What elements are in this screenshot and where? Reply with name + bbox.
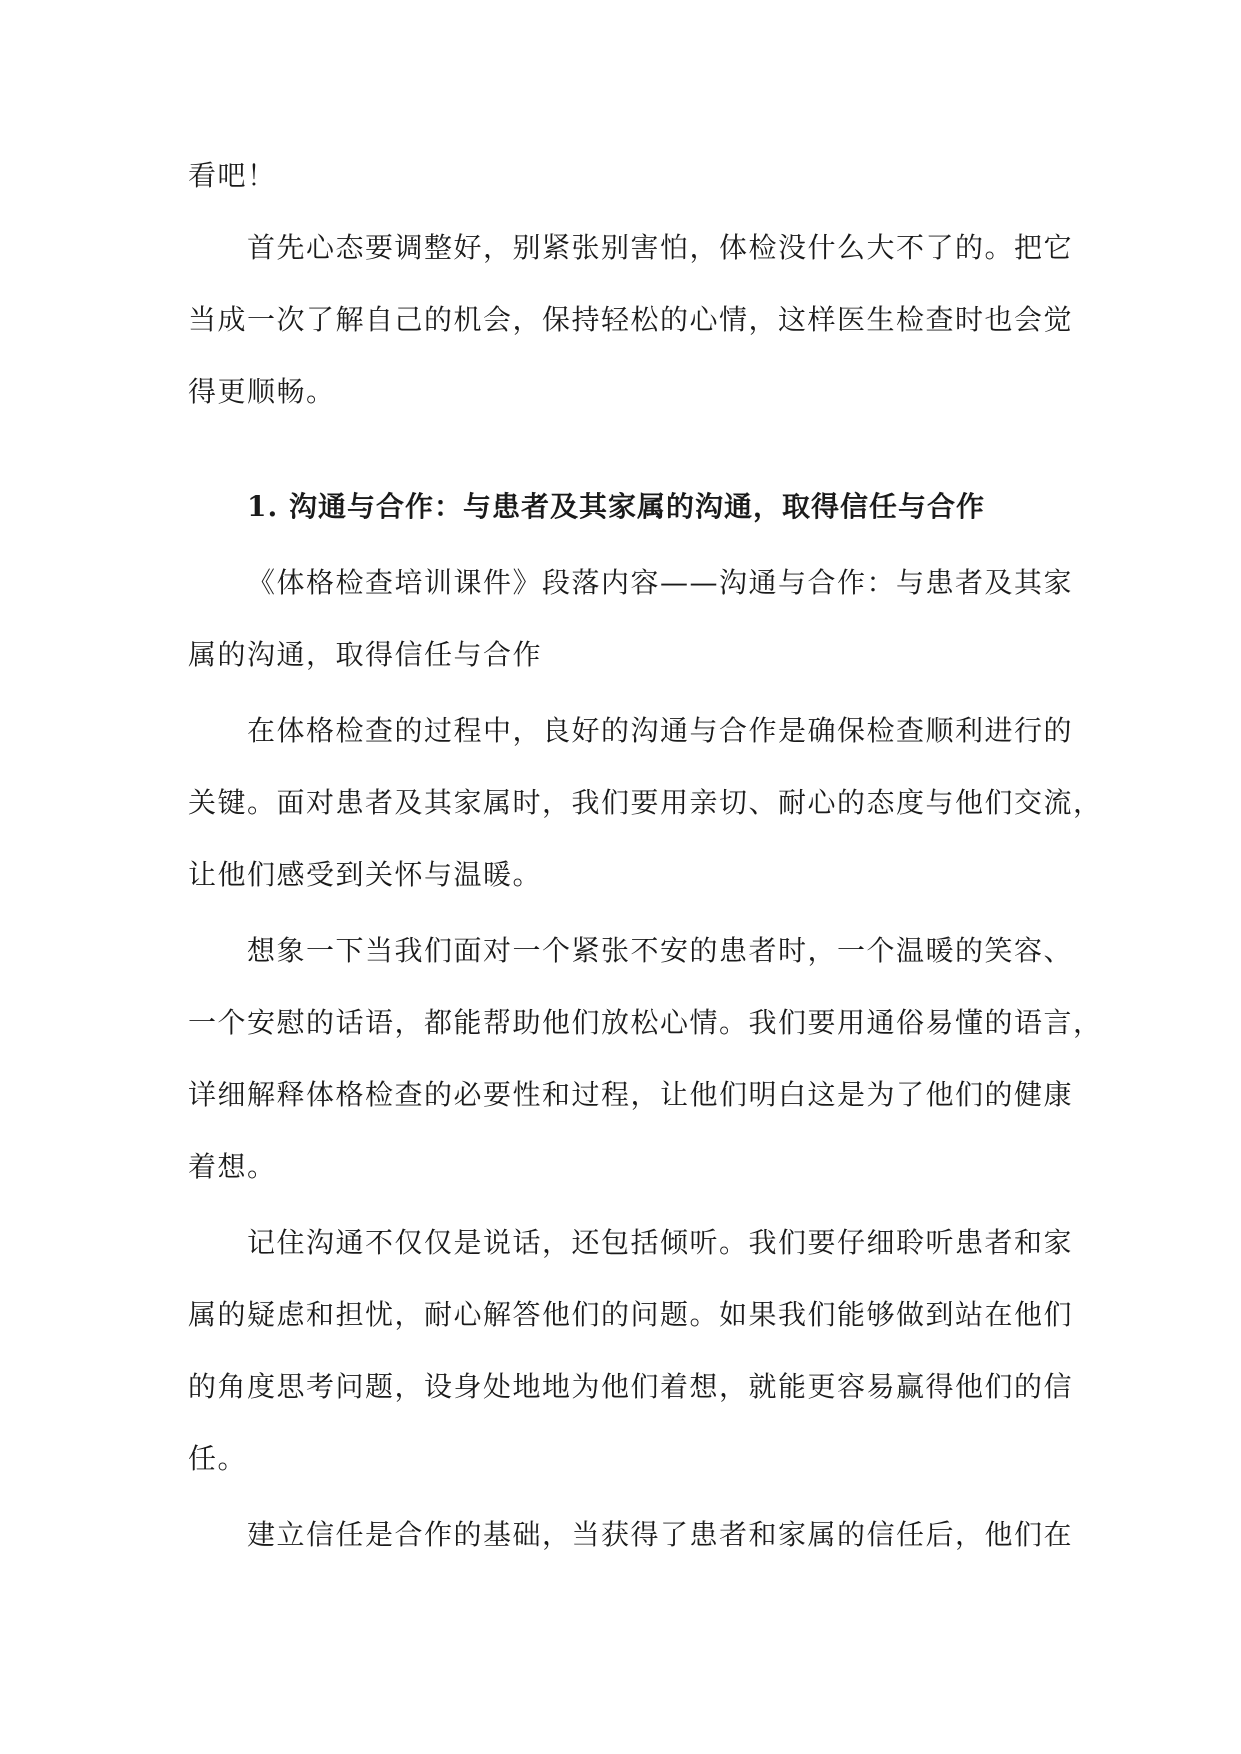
paragraph-line: 想象一下当我们面对一个紧张不安的患者时，一个温暖的笑容、 — [247, 934, 1074, 967]
paragraph-line: 记住沟通不仅仅是说话，还包括倾听。我们要仔细聆听患者和家 — [247, 1226, 1074, 1259]
paragraph-line: 《体格检查培训课件》段落内容——沟通与合作：与患者及其家 — [247, 566, 1074, 599]
paragraph-line: 看吧！ — [188, 159, 277, 192]
paragraph-line: 当成一次了解自己的机会，保持轻松的心情，这样医生检查时也会觉 — [188, 303, 1074, 336]
paragraph-line: 关键。面对患者及其家属时，我们要用亲切、耐心的态度与他们交流， — [188, 786, 1103, 819]
paragraph-line: 的角度思考问题，设身处地地为他们着想，就能更容易赢得他们的信 — [188, 1370, 1074, 1403]
paragraph-line: 建立信任是合作的基础，当获得了患者和家属的信任后，他们在 — [247, 1518, 1074, 1551]
paragraph-line: 一个安慰的话语，都能帮助他们放松心情。我们要用通俗易懂的语言， — [188, 1006, 1103, 1039]
section-heading-number: 1. — [247, 490, 279, 523]
paragraph-line: 着想。 — [188, 1150, 277, 1183]
paragraph-line: 得更顺畅。 — [188, 375, 336, 408]
section-heading-text: 沟通与合作：与患者及其家属的沟通，取得信任与合作 — [289, 490, 986, 523]
paragraph-line: 属的疑虑和担忧，耐心解答他们的问题。如果我们能够做到站在他们 — [188, 1298, 1074, 1331]
section-heading — [247, 487, 1058, 527]
paragraph-line: 详细解释体格检查的必要性和过程，让他们明白这是为了他们的健康 — [188, 1078, 1074, 1111]
paragraph-line: 属的沟通，取得信任与合作 — [188, 638, 543, 671]
paragraph-line: 让他们感受到关怀与温暖。 — [188, 858, 543, 891]
paragraph-line: 任。 — [188, 1442, 248, 1475]
paragraph-line: 首先心态要调整好，别紧张别害怕，体检没什么大不了的。把它 — [247, 231, 1074, 264]
paragraph-line: 在体格检查的过程中，良好的沟通与合作是确保检查顺利进行的 — [247, 714, 1074, 747]
